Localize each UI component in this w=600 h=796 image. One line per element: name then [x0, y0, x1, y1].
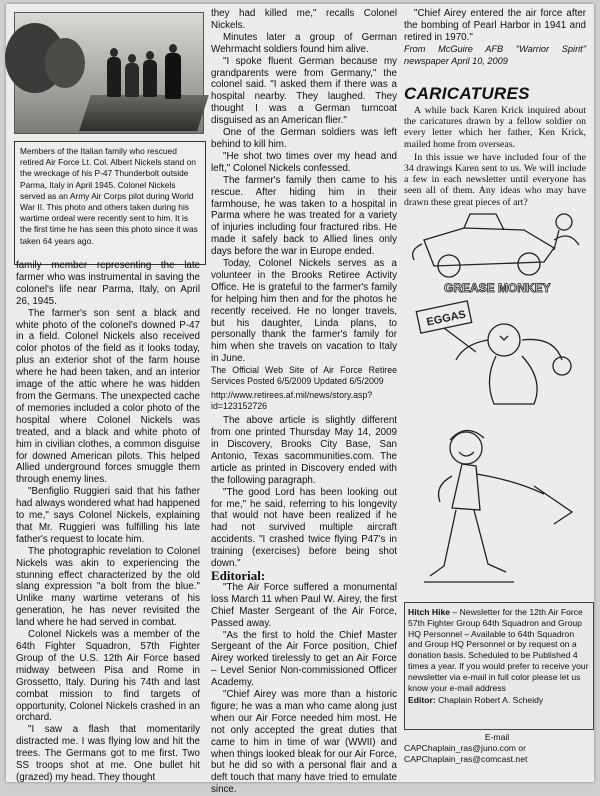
- family-photo: [14, 12, 204, 134]
- grease-monkey-cartoon: [404, 200, 590, 300]
- cartoon-label-eggas: EGGAS: [425, 308, 467, 329]
- paragraph: One of the German soldiers was left behind to kill him.: [211, 127, 397, 150]
- paragraph: "Chief Airey entered the air force after the bombing of Pearl Harbor in 1941 and retired in 1970.": [404, 8, 586, 43]
- paragraph: "I saw a flash that momentarily distracted me. I was flying low and hit the trees. The Germans got to me first. Two SS troops shot at me. One bullet hit (grazed) my head. They thought: [16, 724, 200, 783]
- article-text: [211, 8, 397, 796]
- column-3: [404, 4, 590, 782]
- paragraph: "Benfiglio Ruggieri said that his father had always wondered what had happened to me," says Colonel Nickels, explaining that Mr. Ruggieri was fulfilling his late father's request to locate him.: [16, 486, 200, 545]
- cartoon-label-grease: GREASE MONKEY: [444, 281, 551, 295]
- column-2: [211, 4, 399, 796]
- contact-block: [404, 732, 590, 765]
- paragraph: A while back Karen Krick inquired about the caricatures drawn by a fellow soldier on every letter which her father, Ken Krick, mailed home from overseas.: [404, 105, 586, 150]
- newsletter-page: [6, 4, 594, 796]
- paragraph: "He shot two times over my head and left," Colonel Nickels confessed.: [211, 150, 397, 174]
- paragraph: they had killed me," recalls Colonel Nickels.: [211, 8, 397, 31]
- paragraph: Today, Colonel Nickels serves as a volunteer in the Brooks Retiree Activity Office. He is grateful to the farmer's family for helping him then and for the photos he recently received. He no longer travels, but his daughter, Linda plans, to personally thank the farmer's family for him when she travels on vacation to Italy in June.: [211, 258, 397, 365]
- newsletter-title: Hitch Hike: [408, 607, 451, 617]
- newsletter-description: – Newsletter for the 12th Air Force 57th Fighter Group 64th Squadron and Group HQ Personnel – Available to 64th Squadron and Group HQ Personnel or by request on a donation basis. Scheduled to be Published 4 times a year. If you would prefer to receive your newsletter via e-mail in full color please let us know your e-mail address: [408, 607, 589, 693]
- editorial-source: From McGuire AFB "Warrior Spirit" newspaper April 10, 2009: [404, 43, 586, 66]
- paragraph: In this issue we have included four of the 34 drawings Karen sent to us. We will include a few in each newsletter until everyone has seen all of them. Any ideas who may have drawn these great pieces of art?: [404, 151, 586, 208]
- paragraph: The farmer's family then came to his rescue. After hiding him in their farmhouse, he was taken to a hospital in Parma where he was treated for a variety of injuries including four fractured ribs. He made it safely back to Allied lines only days before the war in Europe ended.: [211, 174, 397, 258]
- paragraph: The farmer's son sent a black and white photo of the colonel's downed P-47 in a field. Colonel Nickels also received color photos of the field as it looks today, plus an exterior shot of the farm house where he had been taken, and an interior image of the attic where he was hidden from the Germans. The unexpected cache of memories included a color photo of the hospital where Colonel Nickels was treated, and a black and white photo of him in civilian clothes, a common disguise for downed American pilots. This helped Allied underground forces smuggle them through enemy lines.: [16, 307, 200, 486]
- article-source: The Official Web Site of Air Force Retiree Services Posted 6/5/2009 Updated 6/5/2009: [211, 365, 397, 387]
- wreckage-shape: [79, 95, 209, 131]
- soldier-cartoon: [404, 416, 590, 598]
- paragraph: The photographic revelation to Colonel Nickels was akin to experiencing the stunning effect characterized by the old slang expression "a bolt from the blue." Unlike many wartime veterans of his generation, he has never revisited the land where he had served in combat.: [16, 545, 200, 629]
- column-1: [6, 4, 211, 782]
- editorial-heading: Editorial:: [211, 567, 266, 583]
- article-continuation: [16, 260, 200, 784]
- caption-text: Members of the Italian family who rescued retired Air Force Lt. Col. Albert Nickels stand on the wreckage of his P-47 Thunderbolt outside Parma, Italy in April 1945. Colonel Nickels served as an Army Air Corps pilot during World War II. This photo and others taken during his wartime ordeal were recently sent to him. It is the first time he has seen this photo since it was taken 64 years ago.: [20, 146, 198, 246]
- photo-caption: [14, 141, 206, 265]
- newsletter-info-box: [404, 602, 594, 730]
- paragraph: "As the first to hold the Chief Master Sergeant of the Air Force position, Chief Airey worked tirelessly to get an Air Force – Level Senior Non-commissioned Officer Academy.: [211, 629, 397, 689]
- paragraph: family member representing the late farmer who was instrumental in saving the colonel's life near Parma, Italy, on April 26, 1945.: [16, 260, 200, 307]
- paragraph: Minutes later a group of German Wehrmacht soldiers found him alive.: [211, 31, 397, 55]
- caricatures-text: [404, 105, 586, 208]
- paragraph: "Chief Airey was more than a historic figure; he was a man who came along just when our Air Force needed him most. He not only accepted the great duties that came to him in time of war (WWII) and when things looked bleak for our Air Force, but he did so with a personal flair and a deft touch that many have tried to emulate since.: [211, 689, 397, 796]
- article-url: http://www.retirees.af.mil/news/story.asp?id=123152726: [211, 390, 373, 412]
- paragraph: "I spoke fluent German because my grandparents were from Germany," the colonel said. "I asked them if there was a hospital nearby. They laughed. They thought I was a German turncoat disguised as an American flier.": [211, 55, 397, 127]
- paragraph: "The Air Force suffered a monumental loss March 11 when Paul W. Airey, the first Chief Master Sergeant of the Air Force, Passed away.: [211, 581, 397, 629]
- paragraph: "The good Lord has been looking out for me," he said, referring to his longevity that would not have been realized if he had not survived multiple aircraft accidents. "I crashed twice flying P47's in training (exercises) before being shot down.": [211, 486, 397, 570]
- email-label: E-mail: [484, 732, 510, 742]
- email-link-2[interactable]: CAPChaplain_ras@comcast.net: [404, 754, 528, 764]
- caricatures-heading: CARICATURES: [404, 84, 530, 103]
- paragraph: Colonel Nickels was a member of the 64th Fighter Squadron, 57th Fighter Group of the U.S. 12th Air Force based midway between Pisa and Rome in Grossetto, Italy. During his 74th and last combat mission to find targets of opportunity, Colonel Nickels crashed in an orchard.: [16, 629, 200, 724]
- eggas-cartoon: [404, 300, 590, 412]
- editorial-end: [404, 8, 586, 68]
- paragraph: The above article is slightly different from one printed Thursday May 14, 2009 in Discovery, Brooks City Base, San Antonio, Texas sacommunities.com. The article as printed in Discovery ended with the following paragraph.: [211, 415, 397, 486]
- email-link-1[interactable]: CAPChaplain_ras@juno.com or: [404, 743, 526, 753]
- editor-name: Chaplain Robert A. Scheidy: [438, 695, 544, 706]
- editor-label: Editor:: [408, 695, 436, 706]
